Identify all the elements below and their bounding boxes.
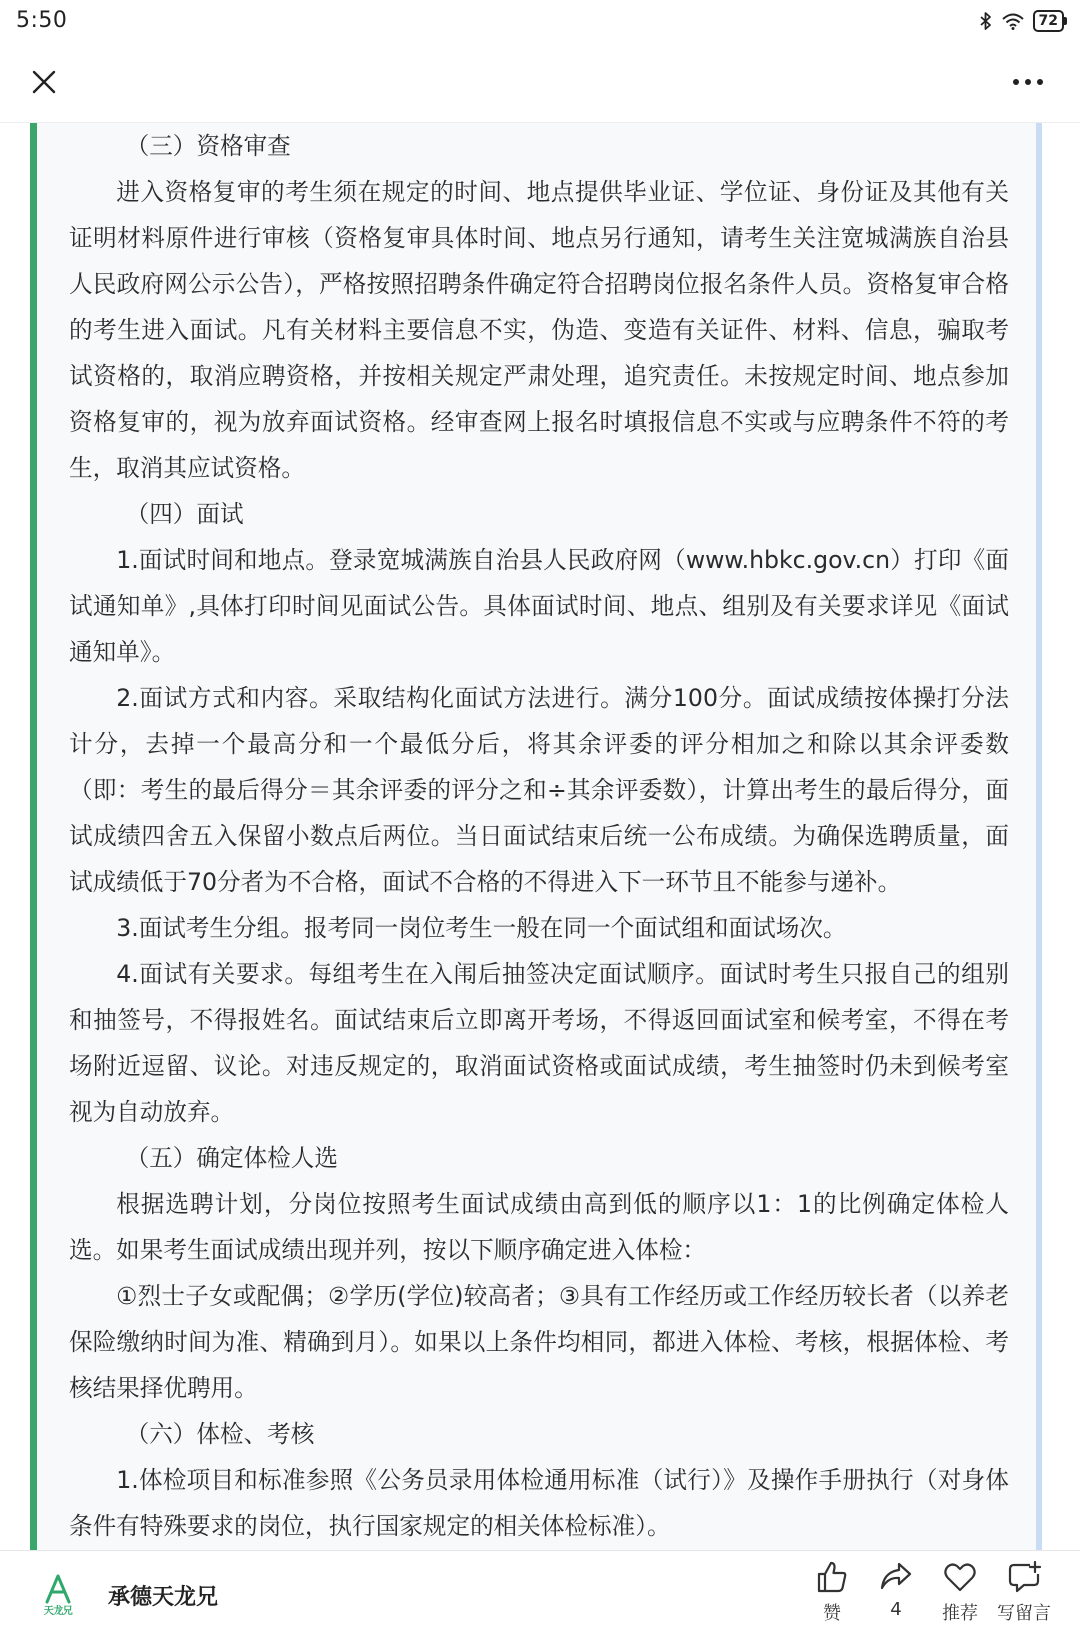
battery-indicator: 72 bbox=[1033, 10, 1064, 32]
article-paragraph: ①烈士子女或配偶；②学历(学位)较高者；③具有工作经历或工作经历较长者（以养老保险缴纳时间为准、精确到月）。如果以上条件均相同，都进入体检、考核，根据体检、考核结果择优聘用。 bbox=[69, 1282, 1009, 1402]
section-heading: （六）体检、考核 bbox=[125, 1420, 315, 1448]
more-button[interactable] bbox=[1000, 60, 1056, 104]
close-button[interactable] bbox=[22, 60, 66, 104]
thumbs-up-icon bbox=[814, 1559, 850, 1595]
article-quote-card bbox=[30, 123, 1042, 1550]
comment-icon bbox=[1006, 1559, 1042, 1595]
comment-label: 写留言 bbox=[997, 1603, 1051, 1624]
article-paragraph: 3.面试考生分组。报考同一岗位考生一般在同一个面试组和面试场次。 bbox=[116, 914, 847, 942]
article-area[interactable] bbox=[0, 123, 1080, 1550]
status-bar bbox=[0, 0, 1080, 44]
account-profile[interactable] bbox=[34, 1565, 218, 1625]
more-icon bbox=[1012, 78, 1044, 86]
like-button[interactable] bbox=[800, 1559, 864, 1625]
heart-icon bbox=[942, 1559, 978, 1595]
close-icon bbox=[32, 70, 56, 94]
comment-button[interactable] bbox=[992, 1559, 1056, 1625]
wifi-icon bbox=[1001, 12, 1025, 30]
article-body bbox=[69, 123, 1009, 1641]
recommend-button[interactable] bbox=[928, 1559, 992, 1625]
share-button[interactable] bbox=[864, 1559, 928, 1625]
share-icon bbox=[878, 1559, 914, 1595]
account-name: 承德天龙兄 bbox=[108, 1584, 219, 1610]
like-label: 赞 bbox=[823, 1603, 841, 1624]
article-paragraph: 1.面试时间和地点。登录宽城满族自治县人民政府网（www.hbkc.gov.cn）打印《面试通知单》,具体打印时间见面试公告。具体面试时间、地点、组别及有关要求详见《面试通知单》。 bbox=[69, 546, 1009, 666]
status-time: 5:50 bbox=[16, 8, 68, 33]
article-paragraph: 1.体检项目和标准参照《公务员录用体检通用标准（试行）》及操作手册执行（对身体条件有特殊要求的岗位，执行国家规定的相关体检标准）。 bbox=[69, 1466, 1009, 1540]
section-heading: （五）确定体检人选 bbox=[125, 1144, 338, 1172]
recommend-label: 推荐 bbox=[942, 1603, 978, 1624]
account-logo-text: 天龙兄 bbox=[43, 1605, 73, 1617]
article-paragraph: 2.面试方式和内容。采取结构化面试方法进行。满分100分。面试成绩按体操打分法计分，去掉一个最高分和一个最低分后，将其余评委的评分相加之和除以其余评委数（即：考生的最后得分＝其余评委的评分之和÷其余评委数），计算出考生的最后得分，面试成绩四舍五入保留小数点后两位。当日面试结束后统一公布成绩。为确保选聘质量，面试成绩低于70分者为不合格，面试不合格的不得进入下一环节且不能参与递补。 bbox=[69, 684, 1009, 896]
article-paragraph: 根据选聘计划，分岗位按照考生面试成绩由高到低的顺序以1：1的比例确定体检人选。如果考生面试成绩出现并列，按以下顺序确定进入体检： bbox=[69, 1190, 1009, 1264]
bluetooth-icon bbox=[979, 12, 993, 30]
action-group bbox=[800, 1559, 1056, 1625]
article-paragraph: 进入资格复审的考生须在规定的时间、地点提供毕业证、学位证、身份证及其他有关证明材料原件进行审核（资格复审具体时间、地点另行通知，请考生关注宽城满族自治县人民政府网公示公告），严格按照招聘条件确定符合招聘岗位报名条件人员。资格复审合格的考生进入面试。凡有关材料主要信息不实，伪造、变造有关证件、材料、信息，骗取考试资格的，取消应聘资格，并按相关规定严肃处理，追究责任。未按规定时间、地点参加资格复审的，视为放弃面试资格。经审查网上报名时填报信息不实或与应聘条件不符的考生，取消其应试资格。 bbox=[69, 178, 1009, 482]
status-icons bbox=[979, 10, 1064, 32]
share-count: 4 bbox=[890, 1599, 902, 1620]
article-paragraph: 4.面试有关要求。每组考生在入闱后抽签决定面试顺序。面试时考生只报自己的组别和抽签号，不得报姓名。面试结束后立即离开考场，不得返回面试室和候考室，不得在考场附近逗留、议论。对违反规定的，取消面试资格或面试成绩，考生抽签时仍未到候考室视为自动放弃。 bbox=[69, 960, 1009, 1126]
account-logo-mark bbox=[43, 1574, 73, 1604]
bottom-bar bbox=[0, 1550, 1080, 1644]
section-heading: （三）资格审查 bbox=[125, 132, 291, 160]
section-heading: （四）面试 bbox=[125, 500, 244, 528]
account-logo bbox=[34, 1569, 82, 1621]
top-nav bbox=[0, 44, 1080, 123]
